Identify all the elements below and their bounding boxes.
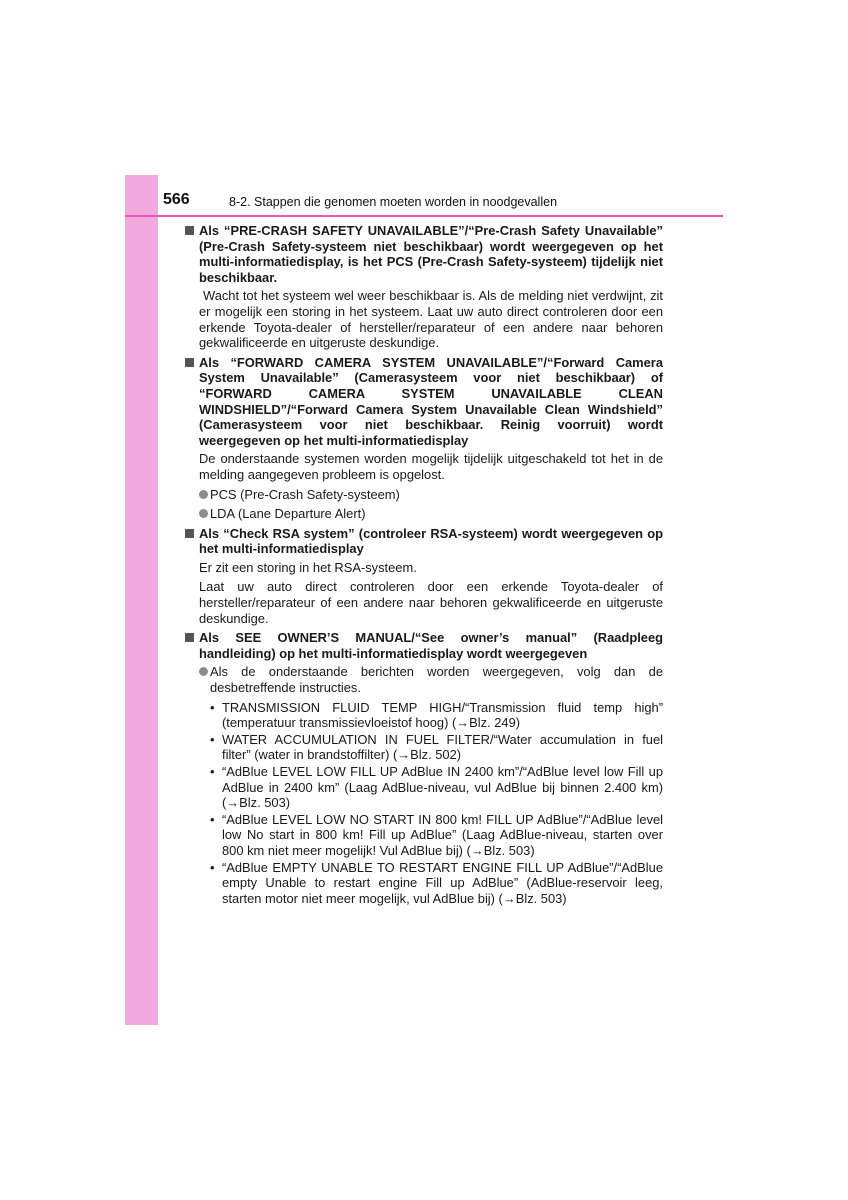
- section-heading-owners-manual: Als SEE OWNER’S MANUAL/“See owner’s manual” (Raadpleeg handleiding) op het multi-informatiedisplay wordt weergegeven: [185, 630, 663, 661]
- header-divider: [125, 215, 723, 217]
- body-paragraph: Wacht tot het systeem wel weer beschikbaar is. Als de melding niet verdwijnt, zit er mogelijk een storing in het systeem. Laat uw auto direct controleren door een erkende Toyota-dealer of hersteller/reparateur of een andere naar behoren gekwalificeerde en uitgeruste deskundige.: [199, 288, 663, 351]
- page-content: [185, 223, 663, 907]
- circle-bullet-icon: [199, 490, 208, 499]
- bullet-marker: •: [210, 764, 215, 779]
- chapter-sidebar-tab: [125, 175, 158, 1025]
- square-bullet-icon: [185, 529, 194, 538]
- bullet-marker: •: [210, 731, 215, 747]
- message-item: • TRANSMISSION FLUID TEMP HIGH/“Transmission fluid temp high” (temperatuur transmissievloeistof hoog) (→Blz. 249): [210, 699, 663, 731]
- bullet-marker: •: [210, 811, 215, 827]
- square-bullet-icon: [185, 226, 194, 235]
- page-header: [125, 187, 723, 217]
- page-number: 566: [163, 191, 190, 208]
- bullet-marker: •: [210, 859, 215, 875]
- list-item: LDA (Lane Departure Alert): [199, 506, 663, 522]
- circle-bullet-icon: [199, 667, 208, 676]
- circle-bullet-icon: [199, 509, 208, 518]
- body-paragraph: Er zit een storing in het RSA-systeem.: [199, 559, 417, 575]
- message-item: • “AdBlue EMPTY UNABLE TO RESTART ENGINE FILL UP AdBlue”/“AdBlue empty Unable to restart engine Fill up AdBlue” (AdBlue-reservoir leeg, starten motor niet meer mogelijk, vul AdBlue bij) (→Blz. 503): [210, 859, 663, 906]
- message-item: • “AdBlue LEVEL LOW FILL UP AdBlue IN 2400 km”/“AdBlue level low Fill up AdBlue in 2400 km” (Laag AdBlue-niveau, vul AdBlue bij binnen 2.400 km) (→Blz. 503): [210, 764, 663, 811]
- message-item: • “AdBlue LEVEL LOW NO START IN 800 km! FILL UP AdBlue”/“AdBlue level low No start in 800 km! Fill up AdBlue” (Laag AdBlue-niveau, starten over 800 km niet meer mogelijk! Vul AdBlue bij) (→Blz. 503): [210, 811, 663, 858]
- message-item: • WATER ACCUMULATION IN FUEL FILTER/“Water accumulation in fuel filter” (water in brandstoffilter) (→Blz. 502): [210, 731, 663, 763]
- section-heading-forward-camera: Als “FORWARD CAMERA SYSTEM UNAVAILABLE”/“Forward Camera System Unavailable” (Camerasysteem voor niet beschikbaar) of “FORWARD CAMERA SYSTEM UNAVAILABLE CLEAN WINDSHIELD”/“Forward Camera System Unavailable Clean Windshield” (Camerasysteem voor niet beschikbaar. Reinig voorruit) wordt weergegeven op het multi-informatiedisplay: [185, 355, 663, 449]
- square-bullet-icon: [185, 633, 194, 642]
- body-paragraph: Laat uw auto direct controleren door een erkende Toyota-dealer of hersteller/reparateur of een andere naar behoren gekwalificeerde en uitgeruste deskundige.: [199, 579, 663, 626]
- section-title: 8-2. Stappen die genomen moeten worden in noodgevallen: [229, 195, 558, 209]
- list-item: PCS (Pre-Crash Safety-systeem): [199, 487, 663, 503]
- section-heading-pcs: Als “PRE-CRASH SAFETY UNAVAILABLE”/“Pre-Crash Safety Unavailable” (Pre-Crash Safety-systeem niet beschikbaar) wordt weergegeven op het multi-informatiedisplay, is het PCS (Pre-Crash Safety-systeem) tijdelijk niet beschikbaar.: [185, 223, 663, 285]
- body-paragraph: De onderstaande systemen worden mogelijk tijdelijk uitgeschakeld tot het in de melding aangegeven probleem is opgelost.: [199, 451, 663, 482]
- square-bullet-icon: [185, 358, 194, 367]
- list-item: Als de onderstaande berichten worden weergegeven, volg dan de desbetreffende instructies.: [199, 664, 663, 695]
- section-heading-rsa: Als “Check RSA system” (controleer RSA-systeem) wordt weergegeven op het multi-informatiedisplay: [185, 526, 663, 557]
- bullet-marker: •: [210, 699, 215, 715]
